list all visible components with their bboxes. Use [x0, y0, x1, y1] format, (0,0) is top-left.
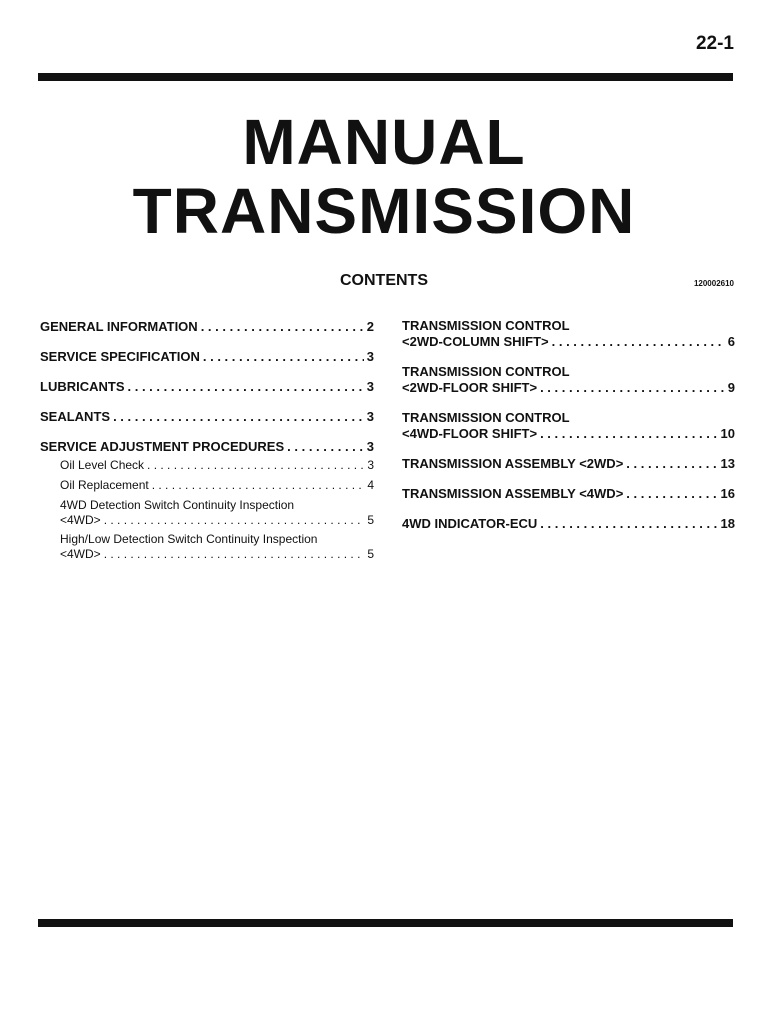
toc-entry-page: 3 [366, 379, 374, 394]
dot-leader [203, 348, 364, 365]
toc-entry-transmission-control-2wd-floor[interactable] [402, 364, 735, 410]
toc-entry-transmission-control-4wd-floor[interactable] [402, 410, 735, 456]
toc-entry-page: 18 [720, 516, 735, 531]
toc-entry-page: 2 [366, 319, 374, 334]
toc-subentry-label: 4WD Detection Switch Continuity Inspection [60, 498, 295, 512]
toc-right-column [402, 318, 735, 546]
toc-entry-label-continued: <2WD-COLUMN SHIFT> [402, 334, 549, 349]
contents-heading: CONTENTS [340, 272, 428, 289]
toc-entry-label: SERVICE ADJUSTMENT PROCEDURES [40, 439, 285, 454]
toc-subentry-label: High/Low Detection Switch Continuity Inspection [60, 532, 318, 546]
toc-subentry-oil-replacement[interactable] [60, 478, 374, 498]
document-code: 120002610 [693, 279, 734, 288]
toc-subentry-4wd-detection-switch[interactable] [60, 498, 374, 528]
toc-entry-transmission-assembly-2wd[interactable] [402, 456, 735, 486]
toc-entry-service-adjustment-procedures[interactable] [40, 438, 374, 458]
dot-leader [552, 334, 725, 350]
toc-entry-page: 3 [366, 439, 374, 454]
toc-subentry-page: 3 [367, 458, 374, 472]
toc-subentry-label-continued: <4WD> [60, 513, 101, 527]
toc-entry-label-continued: <2WD-FLOOR SHIFT> [402, 380, 538, 395]
toc-subentry-oil-level-check[interactable] [60, 458, 374, 478]
toc-entry-page: 10 [720, 426, 735, 441]
toc-entry-label: 4WD INDICATOR-ECU [402, 516, 538, 531]
toc-entry-page: 3 [366, 349, 374, 364]
toc-entry-label: TRANSMISSION CONTROL [402, 410, 570, 425]
toc-entry-page: 16 [720, 486, 735, 501]
toc-entry-page: 6 [727, 334, 735, 349]
document-title [0, 108, 768, 246]
dot-leader [540, 516, 717, 532]
page-number: 22-1 [695, 33, 734, 54]
toc-entry-label-continued: <4WD-FLOOR SHIFT> [402, 426, 538, 441]
toc-entry-label: TRANSMISSION CONTROL [402, 318, 570, 333]
toc-entry-page: 13 [720, 456, 735, 471]
toc-entry-sealants[interactable] [40, 408, 374, 438]
toc-subentry-page: 5 [367, 513, 374, 527]
top-rule [38, 73, 733, 81]
toc-entry-label: TRANSMISSION ASSEMBLY <2WD> [402, 456, 624, 471]
toc-subentry-label: Oil Level Check [60, 458, 145, 472]
toc-entry-general-information[interactable] [40, 318, 374, 348]
toc-entry-label: SEALANTS [40, 409, 111, 424]
toc-entry-label: TRANSMISSION ASSEMBLY <4WD> [402, 486, 624, 501]
toc-entry-label: SERVICE SPECIFICATION [40, 349, 200, 364]
title-line-2: TRANSMISSION [132, 175, 636, 247]
dot-leader [152, 478, 365, 492]
toc-subentry-label: Oil Replacement [60, 478, 149, 492]
dot-leader [287, 438, 364, 455]
toc-left-column [40, 318, 374, 566]
toc-subentry-high-low-detection-switch[interactable] [60, 532, 374, 562]
dot-leader [113, 408, 364, 425]
toc-entry-page: 9 [727, 380, 735, 395]
dot-leader [540, 426, 717, 442]
toc-entry-transmission-control-2wd-column[interactable] [402, 318, 735, 364]
toc-entry-service-specification[interactable] [40, 348, 374, 378]
bottom-rule [38, 919, 733, 927]
dot-leader [128, 378, 364, 395]
dot-leader [626, 486, 717, 502]
title-line-1: MANUAL [242, 106, 526, 178]
toc-subentry-page: 4 [367, 478, 374, 492]
dot-leader [540, 380, 725, 396]
dot-leader [201, 318, 364, 335]
toc-entry-label: GENERAL INFORMATION [40, 319, 198, 334]
toc-entry-lubricants[interactable] [40, 378, 374, 408]
dot-leader [104, 513, 365, 528]
toc-entry-4wd-indicator-ecu[interactable] [402, 516, 735, 546]
toc-subentry-label-continued: <4WD> [60, 547, 101, 561]
dot-leader [626, 456, 717, 472]
dot-leader [104, 547, 365, 562]
toc-entry-label: LUBRICANTS [40, 379, 125, 394]
toc-entry-label: TRANSMISSION CONTROL [402, 364, 570, 379]
toc-entry-transmission-assembly-4wd[interactable] [402, 486, 735, 516]
toc-entry-page: 3 [366, 409, 374, 424]
toc-subentry-page: 5 [367, 547, 374, 561]
dot-leader [147, 458, 364, 472]
